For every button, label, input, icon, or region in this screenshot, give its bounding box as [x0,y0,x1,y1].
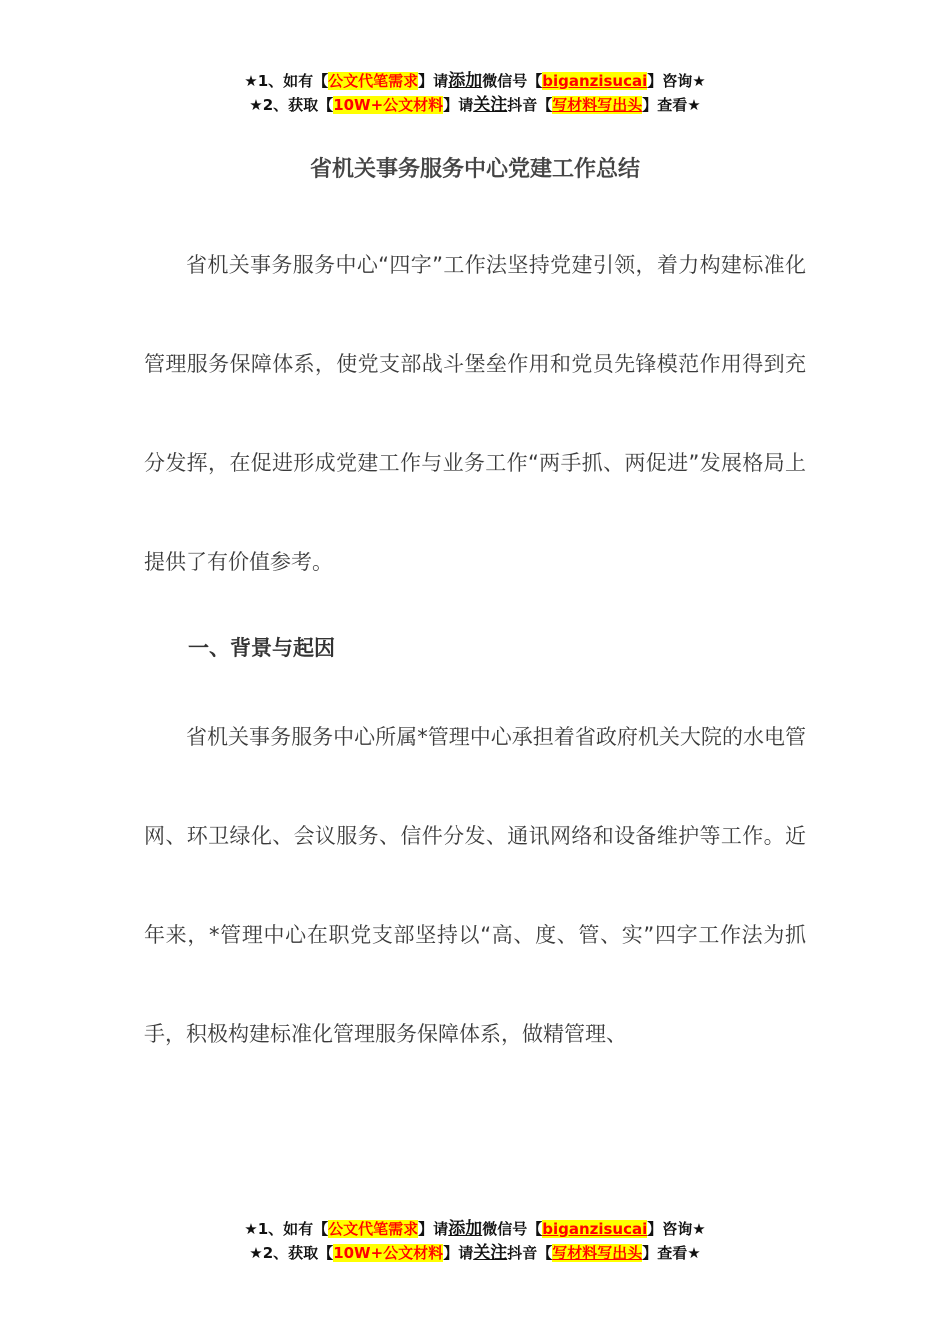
banner-text: 】查看★ [642,1244,701,1262]
banner-line-2 [0,93,950,117]
body-section-intro [144,216,806,612]
document-title: 省机关事务服务中心党建工作总结 [309,157,640,182]
banner-text: 】请 [418,72,449,90]
emphasis-follow: 关注 [473,1243,508,1263]
banner-text: 】请 [418,1220,449,1238]
emphasis-add: 添加 [448,1219,483,1239]
paragraph-background: 省机关事务服务中心所属*管理中心承担着省政府机关大院的水电管网、环卫绿化、会议服务、信件分发、通讯网络和设备维护等工作。近年来，*管理中心在职党支部坚持以“高、度、管、实”四字工作法为抓手，积极构建标准化管理服务保障体系，做精管理、 [144,725,806,1046]
banner-line-2 [0,1241,950,1265]
banner-text: 抖音【 [507,1244,553,1262]
douyin-account[interactable]: 写材料写出头 [552,1244,643,1262]
douyin-account[interactable]: 写材料写出头 [552,96,643,114]
wechat-id[interactable]: biganzisucai [542,72,648,90]
banner-text: 抖音【 [507,96,553,114]
top-banner [0,69,950,117]
banner-text: 微信号【 [482,72,543,90]
emphasis-follow: 关注 [473,95,508,115]
banner-text: 微信号【 [482,1220,543,1238]
bottom-banner [0,1217,950,1265]
banner-text: 】咨询★ [647,72,706,90]
banner-line-1 [0,1217,950,1241]
emphasis-add: 添加 [448,71,483,91]
banner-text: ★2、获取【 [249,1244,334,1262]
banner-text: ★2、获取【 [249,96,334,114]
banner-text: ★1、如有【 [244,1220,329,1238]
paragraph-intro: 省机关事务服务中心“四字”工作法坚持党建引领，着力构建标准化管理服务保障体系，使党支部战斗堡垒作用和党员先锋模范作用得到充分发挥，在促进形成党建工作与业务工作“两手抓、两促进”发展格局上提供了有价值参考。 [144,253,806,574]
banner-text: 】查看★ [642,96,701,114]
banner-text: ★1、如有【 [244,72,329,90]
highlight-materials: 10W+公文材料 [333,96,444,114]
banner-text: 】请 [443,1244,474,1262]
banner-line-1 [0,69,950,93]
highlight-service: 公文代笔需求 [328,72,419,90]
highlight-materials: 10W+公文材料 [333,1244,444,1262]
wechat-id[interactable]: biganzisucai [542,1220,648,1238]
body-section-background [144,688,806,1084]
highlight-service: 公文代笔需求 [328,1220,419,1238]
section-heading: 一、背景与起因 [188,636,335,660]
banner-text: 】咨询★ [647,1220,706,1238]
banner-text: 】请 [443,96,474,114]
